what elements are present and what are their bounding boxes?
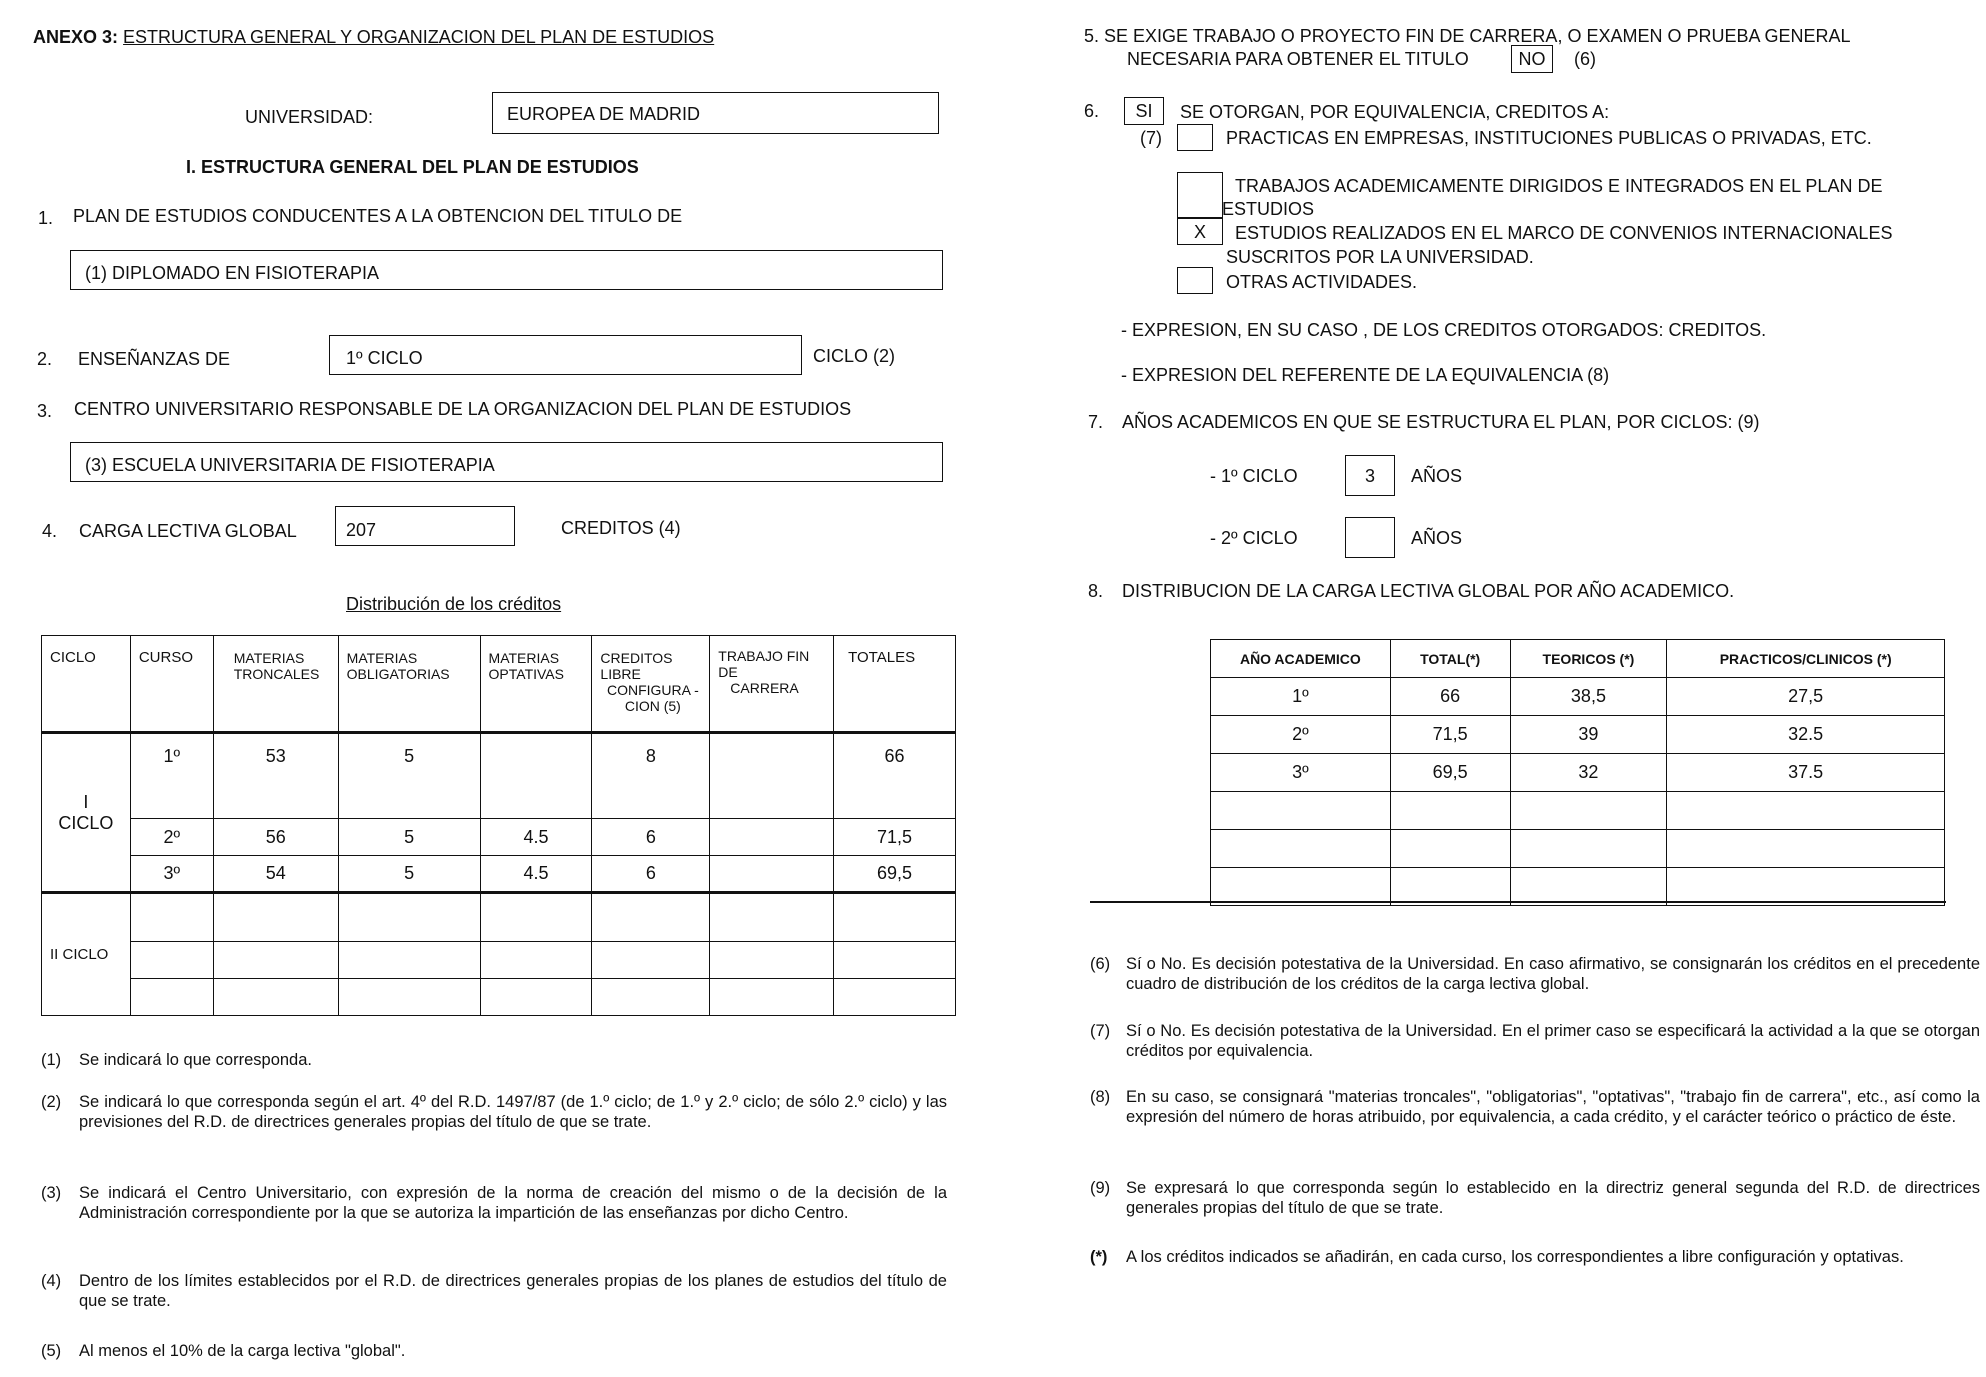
row2-trabajo: [710, 819, 834, 856]
footnote-num: (5): [41, 1342, 62, 1360]
carga-value: 207: [346, 520, 377, 540]
ciclo1-label-b: CICLO: [58, 812, 114, 833]
distribucion-title: Distribución de los créditos: [346, 594, 562, 614]
table-row: [1211, 716, 1945, 754]
y3-total: 69,5: [1390, 754, 1510, 792]
y2-practicos: 32.5: [1667, 716, 1945, 754]
table-row: [1211, 678, 1945, 716]
opt3-line2: SUSCRITOS POR LA UNIVERSIDAD.: [1226, 247, 1534, 267]
footnote: [41, 1271, 947, 1311]
ciclo1-years: 3: [1364, 466, 1375, 486]
empty-cell: [338, 893, 480, 942]
y1-total: 66: [1390, 678, 1510, 716]
empty-cell: [338, 942, 480, 979]
empty-cell: [130, 942, 213, 979]
row1-troncales: 53: [213, 733, 338, 819]
item3-num: 3.: [37, 401, 53, 421]
yearly-header-row: [1211, 640, 1945, 678]
footnote: [1090, 1087, 1980, 1127]
footnote-num: (3): [41, 1184, 62, 1202]
empty-cell: [1510, 792, 1667, 830]
opt2-checkbox: [1177, 172, 1223, 218]
footnote-num: (4): [41, 1272, 62, 1290]
footnote-text: Sí o No. Es decisión potestativa de la Universidad. En caso afirmativo, se consignarán los créditos en el precedente cuadro de distribución de los créditos de la carga lectiva global.: [1126, 955, 1980, 993]
footnote-text: Se indicará lo que corresponda según el art. 4º del R.D. 1497/87 (de 1.º ciclo; de 1.º y 2.º ciclo; de sólo 2.º ciclo) y las previsiones del R.D. de directrices generales propias del título de que se trate.: [79, 1093, 947, 1131]
ciclo2-years-field: [1345, 517, 1395, 558]
annex-prefix: ANEXO 3:: [33, 27, 119, 47]
empty-cell: [710, 979, 834, 1016]
footnote: [41, 1092, 947, 1132]
empty-cell: [710, 942, 834, 979]
footnote-text: Dentro de los límites establecidos por el R.D. de directrices generales propias de los planes de estudios del título de que se trate.: [79, 1272, 947, 1310]
empty-cell: [1667, 830, 1945, 868]
table-row: [1211, 754, 1945, 792]
expr2: - EXPRESION DEL REFERENTE DE LA EQUIVALENCIA (8): [1121, 365, 1610, 385]
opt1-label: PRACTICAS EN EMPRESAS, INSTITUCIONES PUBLICAS O PRIVADAS, ETC.: [1226, 128, 1872, 148]
item8-num: 8.: [1088, 581, 1104, 601]
col-troncales: MATERIAS TRONCALES: [213, 636, 338, 733]
row2-libre: 6: [592, 819, 710, 856]
empty-cell: [213, 979, 338, 1016]
footnote-num: (1): [41, 1051, 62, 1069]
empty-cell: [213, 942, 338, 979]
annex-title: ESTRUCTURA GENERAL Y ORGANIZACION DEL PLAN DE ESTUDIOS: [123, 27, 715, 47]
item6-note: (7): [1140, 128, 1162, 148]
table-row: [42, 942, 956, 979]
footnote-num: (7): [1090, 1022, 1111, 1040]
table-row: [1211, 868, 1945, 906]
footnote-text: Se indicará el Centro Universitario, con expresión de la norma de creación del mismo o de la decisión de la Administración correspondiente por la que se autoriza la impartición de las enseñanzas por dicho Centro.: [79, 1184, 947, 1222]
table-row: [1211, 792, 1945, 830]
annex-heading: [33, 27, 714, 48]
col-libre-b: CONFIGURA -CION (5): [606, 682, 699, 714]
row2-curso: 2º: [130, 819, 213, 856]
y3-anio: 3º: [1211, 754, 1391, 792]
table-row: [42, 733, 956, 819]
row3-totales: 69,5: [834, 856, 956, 893]
empty-cell: [1390, 830, 1510, 868]
empty-cell: [710, 893, 834, 942]
footnote-text: En su caso, se consignará "materias troncales", "obligatorias", "optativas", "trabajo fin de carrera", etc., así como la expresión del número de horas atribuido, por equivalencia, a cada crédito, y el carácter teórico o práctico de éste.: [1126, 1088, 1980, 1126]
opt2-line2: ESTUDIOS: [1222, 199, 1315, 219]
row1-obligatorias: 5: [338, 733, 480, 819]
section-title: I. ESTRUCTURA GENERAL DEL PLAN DE ESTUDIOS: [186, 157, 639, 177]
empty-cell: [834, 979, 956, 1016]
empty-cell: [213, 893, 338, 942]
row2-optativas: 4.5: [480, 819, 592, 856]
empty-cell: [130, 979, 213, 1016]
ensenanzas-value: 1º CICLO: [346, 348, 423, 368]
row3-optativas: 4.5: [480, 856, 592, 893]
footnote-num: (2): [41, 1093, 62, 1111]
col-totales: TOTALES: [834, 636, 956, 733]
item1-label: PLAN DE ESTUDIOS CONDUCENTES A LA OBTENCION DEL TITULO DE: [73, 206, 683, 226]
col-libre: [592, 636, 710, 733]
item6-label: SE OTORGAN, POR EQUIVALENCIA, CREDITOS A:: [1180, 102, 1610, 122]
item2-suffix: CICLO (2): [813, 346, 896, 366]
centro-value: (3) ESCUELA UNIVERSITARIA DE FISIOTERAPIA: [85, 455, 495, 475]
opt2-line1: TRABAJOS ACADEMICAMENTE DIRIGIDOS E INTEGRADOS EN EL PLAN DE: [1235, 176, 1883, 196]
item5-value: NO: [1511, 45, 1553, 73]
item3-label: CENTRO UNIVERSITARIO RESPONSABLE DE LA ORGANIZACION DEL PLAN DE ESTUDIOS: [74, 399, 852, 419]
col-curso: CURSO: [130, 636, 213, 733]
table-baseline: [1090, 901, 1946, 903]
col-teoricos: TEORICOS (*): [1510, 640, 1667, 678]
yearly-table: [1210, 639, 1945, 906]
row3-libre: 6: [592, 856, 710, 893]
credits-table: [41, 635, 956, 1016]
footnote: [1090, 1021, 1980, 1061]
row1-libre: 8: [592, 733, 710, 819]
col-ciclo: CICLO: [42, 636, 131, 733]
row3-trabajo: [710, 856, 834, 893]
ciclo1-cell: [42, 733, 131, 893]
item2-num: 2.: [37, 349, 53, 369]
expr1: - EXPRESION, EN SU CASO , DE LOS CREDITOS OTORGADOS: CREDITOS.: [1121, 320, 1767, 340]
y3-practicos: 37.5: [1667, 754, 1945, 792]
footnote-num: (*): [1090, 1248, 1108, 1266]
col-anio: AÑO ACADEMICO: [1211, 640, 1391, 678]
table-row: [42, 819, 956, 856]
universidad-label: UNIVERSIDAD:: [245, 107, 374, 127]
footnote: [41, 1341, 947, 1361]
item1-num: 1.: [38, 208, 54, 228]
item6-num: 6.: [1084, 101, 1100, 121]
credits-header-row: [42, 636, 956, 733]
empty-cell: [1211, 868, 1391, 906]
row2-totales: 71,5: [834, 819, 956, 856]
col-trabajo-a: TRABAJO FIN DE: [718, 648, 810, 680]
empty-cell: [338, 979, 480, 1016]
col-trabajo-b: CARRERA: [730, 680, 799, 696]
footnote-num: (6): [1090, 955, 1111, 973]
item6-value: SI: [1124, 97, 1164, 125]
empty-cell: [480, 979, 592, 1016]
ciclo1-label: - 1º CICLO: [1210, 466, 1298, 486]
item4-label: CARGA LECTIVA GLOBAL: [79, 521, 297, 541]
titulo-value: (1) DIPLOMADO EN FISIOTERAPIA: [85, 263, 380, 283]
ciclo2-cell: II CICLO: [42, 893, 131, 1016]
empty-cell: [1390, 868, 1510, 906]
empty-cell: [1211, 792, 1391, 830]
footnote-text: Al menos el 10% de la carga lectiva "global".: [79, 1342, 406, 1360]
row3-troncales: 54: [213, 856, 338, 893]
opt3-checkbox: X: [1177, 218, 1223, 245]
opt4-label: OTRAS ACTIVIDADES.: [1226, 272, 1418, 292]
row1-totales: 66: [834, 733, 956, 819]
item7-num: 7.: [1088, 412, 1104, 432]
y2-total: 71,5: [1390, 716, 1510, 754]
footnote-text: Se indicará lo que corresponda.: [79, 1051, 312, 1069]
item4-num: 4.: [42, 521, 58, 541]
footnote-text: Sí o No. Es decisión potestativa de la Universidad. En el primer caso se especificará la actividad a la que se otorgan créditos por equivalencia.: [1126, 1022, 1980, 1060]
col-trabajo: [710, 636, 834, 733]
item2-label: ENSEÑANZAS DE: [78, 349, 231, 369]
item5-line2: NECESARIA PARA OBTENER EL TITULO: [1127, 49, 1469, 69]
empty-cell: [480, 942, 592, 979]
item8-label: DISTRIBUCION DE LA CARGA LECTIVA GLOBAL POR AÑO ACADEMICO.: [1122, 581, 1735, 601]
empty-cell: [592, 893, 710, 942]
footnote-text: A los créditos indicados se añadirán, en cada curso, los correspondientes a libre configuración y optativas.: [1126, 1248, 1904, 1266]
empty-cell: [1667, 792, 1945, 830]
ciclo2-label: - 2º CICLO: [1210, 528, 1298, 548]
row2-troncales: 56: [213, 819, 338, 856]
table-row: [42, 856, 956, 893]
item4-suffix: CREDITOS (4): [561, 518, 681, 538]
row2-obligatorias: 5: [338, 819, 480, 856]
empty-cell: [1510, 830, 1667, 868]
row1-optativas: [480, 733, 592, 819]
universidad-value: EUROPEA DE MADRID: [507, 104, 701, 124]
item5-suffix: (6): [1574, 49, 1596, 69]
empty-cell: [130, 893, 213, 942]
empty-cell: [480, 893, 592, 942]
table-row: [1211, 830, 1945, 868]
opt3-line1: ESTUDIOS REALIZADOS EN EL MARCO DE CONVENIOS INTERNACIONALES: [1235, 223, 1893, 243]
opt1-checkbox: [1177, 124, 1213, 151]
footnote-text: Se expresará lo que corresponda según lo establecido en la directriz general segunda del R.D. de directrices generales propias del título de que se trate.: [1126, 1179, 1980, 1217]
row3-obligatorias: 5: [338, 856, 480, 893]
ciclo1-unit: AÑOS: [1411, 466, 1463, 486]
col-practicos: PRACTICOS/CLINICOS (*): [1667, 640, 1945, 678]
footnote: [41, 1050, 947, 1070]
col-total: TOTAL(*): [1390, 640, 1510, 678]
y3-teoricos: 32: [1510, 754, 1667, 792]
footnote: [41, 1183, 947, 1223]
empty-cell: [1390, 792, 1510, 830]
empty-cell: [1211, 830, 1391, 868]
footnote-num: (9): [1090, 1179, 1111, 1197]
item5-line1: 5. SE EXIGE TRABAJO O PROYECTO FIN DE CARRERA, O EXAMEN O PRUEBA GENERAL: [1084, 26, 1851, 46]
y1-teoricos: 38,5: [1510, 678, 1667, 716]
ciclo1-label-a: I: [83, 791, 89, 812]
empty-cell: [592, 979, 710, 1016]
item7-label: AÑOS ACADEMICOS EN QUE SE ESTRUCTURA EL PLAN, POR CICLOS: (9): [1122, 412, 1760, 432]
y2-teoricos: 39: [1510, 716, 1667, 754]
table-row: [42, 979, 956, 1016]
empty-cell: [592, 942, 710, 979]
opt4-checkbox: [1177, 267, 1213, 294]
col-obligatorias: MATERIAS OBLIGATORIAS: [338, 636, 480, 733]
empty-cell: [1667, 868, 1945, 906]
footnote: [1090, 1247, 1980, 1267]
y1-practicos: 27,5: [1667, 678, 1945, 716]
footnote-num: (8): [1090, 1088, 1111, 1106]
empty-cell: [1510, 868, 1667, 906]
empty-cell: [834, 942, 956, 979]
row1-trabajo: [710, 733, 834, 819]
row3-curso: 3º: [130, 856, 213, 893]
empty-cell: [834, 893, 956, 942]
footnote: [1090, 954, 1980, 994]
row1-curso: 1º: [130, 733, 213, 819]
ciclo2-unit: AÑOS: [1411, 528, 1463, 548]
table-row: [42, 893, 956, 942]
col-libre-a: CREDITOS LIBRE: [600, 650, 673, 682]
col-optativas: MATERIAS OPTATIVAS: [480, 636, 592, 733]
footnote: [1090, 1178, 1980, 1218]
y1-anio: 1º: [1211, 678, 1391, 716]
y2-anio: 2º: [1211, 716, 1391, 754]
